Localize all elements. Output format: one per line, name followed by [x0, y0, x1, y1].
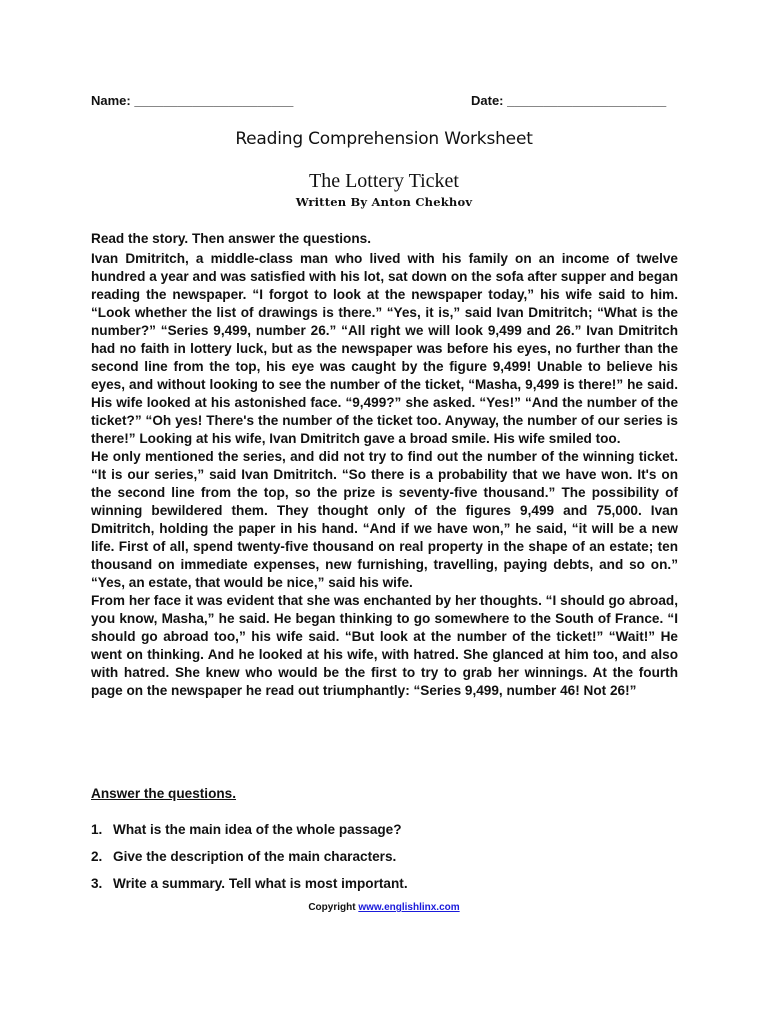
- copyright-footer: [0, 902, 768, 913]
- story-paragraph-2: He only mentioned the series, and did not try to find out the number of the winning ticket. “It is our series,” said Ivan Dmitritch. “So there is a probability that we have won. It's on the second line from the top, so the prize is seventy-five thousand.” The possibility of winning bewildered them. They thought only of the figures 9,499 and 75,000. Ivan Dmitritch, holding the paper in his hand. “And if we have won,” he said, “it will be a new life. First of all, spend twenty-five thousand on real property in the shape of an estate; ten thousand on immediate expenses, new furnishing, travelling, paying debts, and so on.” “Yes, an estate, that would be nice,” said his wife.: [91, 449, 678, 590]
- name-field[interactable]: Name: ______________________: [91, 93, 294, 108]
- story-paragraph-1: Ivan Dmitritch, a middle-class man who lived with his family on an income of twelve hundred a year and was satisfied with his lot, sat down on the sofa after supper and began reading the newspaper. “I forgot to look at the newspaper today,” his wife said to him. “Look whether the list of drawings is there.” “Yes, it is,” said Ivan Dmitritch; “What is the number?” “Series 9,499, number 26.” “All right we will look 9,499 and 26.” Ivan Dmitritch had no faith in lottery luck, but as the newspaper was before his eyes, no further than the second line from the top, his eye was caught by the figure 9,499! Unable to believe his eyes, and without looking to see the number of the ticket, “Masha, 9,499 is there!” he said. His wife looked at his astonished face. “9,499?” she asked. “Yes!” “And the number of the ticket?” “Oh yes! There's the number of the ticket too. Anyway, the number of our series is there!” Looking at his wife, Ivan Dmitritch gave a broad smile. His wife smiled too.: [91, 251, 678, 446]
- question-text: Give the description of the main characters.: [113, 849, 397, 864]
- question-item: [91, 876, 408, 903]
- question-item: [91, 822, 408, 849]
- date-field[interactable]: Date: ______________________: [471, 93, 667, 108]
- question-number: 3.: [91, 876, 103, 891]
- question-number: 2.: [91, 849, 103, 864]
- question-list: [91, 822, 408, 903]
- instructions: Read the story. Then answer the questions.: [91, 231, 371, 246]
- worksheet-title: Reading Comprehension Worksheet: [235, 129, 533, 149]
- copyright-label: Copyright: [308, 902, 356, 913]
- story-title: The Lottery Ticket: [309, 170, 459, 192]
- question-text: Write a summary. Tell what is most important.: [113, 876, 408, 891]
- question-number: 1.: [91, 822, 103, 837]
- website-link[interactable]: www.englishlinx.com: [358, 902, 460, 913]
- story-paragraph-3: From her face it was evident that she was enchanted by her thoughts. “I should go abroad, you know, Masha,” he said. He began thinking to go somewhere to the South of France. “I should go abroad too,” his wife said. “But look at the number of the ticket!” “Wait!” He went on thinking. And he looked at his wife, with hatred. She glanced at him too, and also with hatred. She knew who would be the first to try to grab her winnings. At the fourth page on the newspaper he read out triumphantly: “Series 9,499, number 46! Not 26!”: [91, 593, 678, 698]
- story-author: Written By Anton Chekhov: [295, 195, 473, 209]
- question-item: [91, 849, 408, 876]
- answer-heading: Answer the questions.: [91, 786, 237, 801]
- story-body: [91, 230, 678, 700]
- question-text: What is the main idea of the whole passage?: [113, 822, 402, 837]
